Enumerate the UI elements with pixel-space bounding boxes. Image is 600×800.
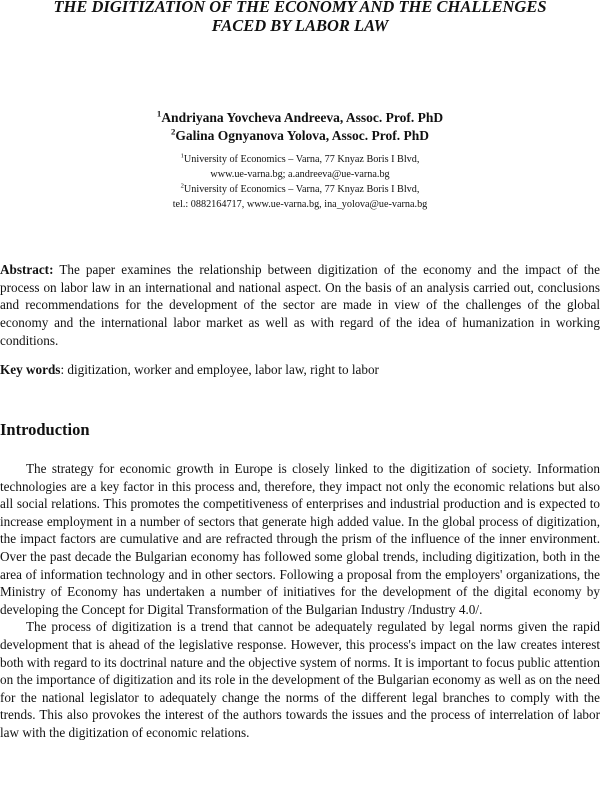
author-2 — [0, 127, 600, 145]
section-heading-introduction: Introduction — [0, 420, 90, 439]
paragraph: The process of digitization is a trend that cannot be adequately regulated by legal norms given the rapid development that is ahead of the legislative response. However, this process's impact on the law creates interest both with regard to its doctrinal nature and the objective system of norms. It is important to focus public attention on the importance of digitization and its role in the development of the Bulgarian economy as well as on the need for the national legislator to adequately change the norms of the different legal branches to comply with the trends. This also provokes the interest of the authors towards the issues and the process of interrelation of labor law with the digitization of economic relations. — [0, 619, 600, 740]
affiliation-1-text: University of Economics – Varna, 77 Knyaz Boris I Blvd, — [183, 154, 420, 165]
paragraph: The strategy for economic growth in Europe is closely linked to the digitization of society. Information technologies are a key factor in this process and, therefore, they impact not only the economic relations but also all social relations. This promotes the competitiveness of enterprises and industrial production and is expected to increase employment in a number of sectors that generate high added value. In the global process of digitization, the impact factors are cumulative and are refracted through the prism of the influence of the inner environment. Over the past decade the Bulgarian economy has followed some global trends, including digitization, both in the area of information technology and in other sectors. Following a proposal from the employers' organizations, the Ministry of Economy has undertaken a number of initiatives for the development of the digital economy by developing the Concept for Digital Transformation of the Bulgarian Industry /Industry 4.0/. — [0, 461, 600, 617]
affiliation-1 — [0, 152, 600, 167]
author-list — [0, 109, 600, 145]
author-2-marker: 2 — [171, 126, 176, 137]
affiliation-2 — [0, 182, 600, 197]
paper-title — [0, 0, 600, 35]
author-1-name: Andriyana Yovcheva Andreeva, Assoc. Prof. PhD — [161, 110, 444, 125]
title-line-2: FACED BY LABOR LAW — [211, 16, 389, 35]
author-1 — [0, 109, 600, 127]
abstract-text: The paper examines the relationship between digitization of the economy and the impact of the process on labor law in an international and national aspect. On the basis of an analysis carried out, conclusions and recommendations for the development of the sector are made in view of the challenges of the global economy and the international labor market as well as with regard of the idea of humanization in working conditions. — [0, 262, 600, 348]
abstract — [0, 261, 600, 349]
keywords — [0, 361, 600, 379]
abstract-label: Abstract: — [0, 262, 54, 278]
title-line-1: THE DIGITIZATION OF THE ECONOMY AND THE CHALLENGES — [53, 0, 547, 16]
affiliation-2-text: University of Economics – Varna, 77 Knyaz Boris I Blvd, — [183, 184, 420, 195]
affiliations — [0, 152, 600, 212]
affiliation-2-contact: tel.: 0882164717, www.ue-varna.bg, ina_yolova@ue-varna.bg — [172, 199, 428, 210]
author-1-marker: 1 — [156, 108, 162, 119]
keywords-label: Key words — [0, 362, 61, 378]
author-2-name: Galina Ognyanova Yolova, Assoc. Prof. PhD — [175, 128, 429, 143]
keywords-text: : digitization, worker and employee, labor law, right to labor — [60, 362, 379, 378]
introduction-body — [0, 460, 600, 742]
affiliation-1-marker: 1 — [180, 152, 184, 160]
affiliation-1-contact: www.ue-varna.bg; a.andreeva@ue-varna.bg — [210, 169, 390, 180]
affiliation-2-marker: 2 — [180, 182, 184, 190]
